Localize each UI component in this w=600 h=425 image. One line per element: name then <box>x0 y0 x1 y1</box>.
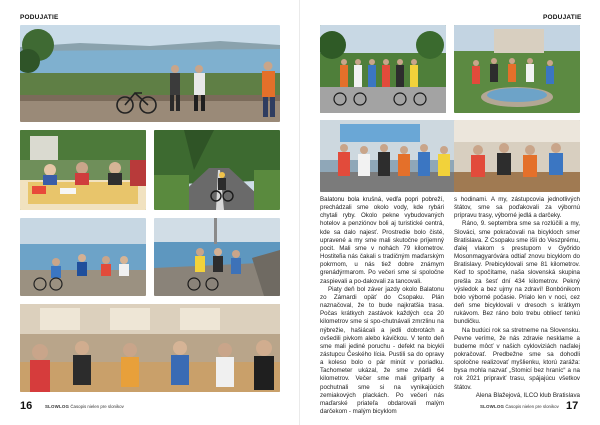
page-number: 17 <box>566 400 579 412</box>
article-paragraph: Na budúci rok sa stretneme na Slovensku. Pevne veríme, že nás zdravie nesklame a budeme môcť v našich cykloviziách naďalej pokračovať. Predbežne sme sa dohodli spoločne realizovať myšlienku, ktorú zaráža: bysa mohla nazvať „Stomicí bez hraníc“ a na rok 2021 pripraviť trasu, spájajúcu všetkov štátov. <box>454 326 580 391</box>
section-label: PODUJATIE <box>543 14 582 21</box>
article-paragraph: Balatonu bola krušná, vedľa popri pobreží, prechádzali sme okolo vody, kde rybári chytali ryby. Okolo pekne vybudovaných hotelov a penziónov boli aj turistické centrá, kde sa dalo najesť. Prostredie bolo čisté, upravené a my sme mali skutočne príjemný pocit. Mali sme v nohách 79 kilometrov. Hostiteľia nás čakali s tradičným maďarským pokrmom, u nás tiež dobre známym grenádýrmarom. Po večeri sme si spoločne zaspievali a po-dakovali za tancovali. <box>320 196 444 285</box>
right-page <box>300 0 600 425</box>
footer-tagline: Časopis nielen pre slonikov <box>70 404 124 409</box>
article-signature: Alena Blažejová, ILCO klub Bratislava <box>475 391 580 399</box>
footer-brand-name: SLOWLOG <box>480 404 505 409</box>
photo-cyclists-promenade <box>154 218 280 296</box>
page-number: 16 <box>20 400 33 412</box>
photo-group-fountain <box>454 25 580 113</box>
article-column-2 <box>454 196 580 400</box>
article-paragraph: s hodinami. A my, zástupcovia jednotlivých štátov, sme sa poďakovali za výbornú prípravu trasy, výborné jedlá a darčeky. <box>454 196 580 220</box>
footer-brand <box>480 404 559 409</box>
photo-cyclists-lake-viewpoint <box>20 25 280 122</box>
footer-tagline: Časopis nielen pre slonikov <box>505 404 559 409</box>
article-column-1 <box>320 196 444 416</box>
photo-group-dinner <box>20 304 280 392</box>
photo-group-at-table <box>20 130 146 210</box>
photo-group-bikes-park <box>320 25 446 113</box>
photo-cyclists-by-lake <box>20 218 146 296</box>
footer-brand-name: SLOWLOG <box>45 404 70 409</box>
photo-indoor-group <box>454 120 580 192</box>
photo-cyclist-on-road <box>154 130 280 210</box>
section-label: PODUJATIE <box>20 14 59 21</box>
article-paragraph: Ráno, 9. septembra sme sa rozlúčili a my, Slováci, sme pokračovali na bicykloch smer Bratislava. Z Csopaku sme išli do Veszprému, ďalej vlakom s prestupom v Győrido Mosonmagyaróvára odtiaľ znovu bicyklom do Bratislavy. Prebicyklovali sme 81 kilometrov. Keď to spočítame, naša slovenská skupina prešla za šesť dní 434 kilometrov. Pekný výsledok a bez ujmy na zdraví! Bonbónikom bolo výborné počasie. Prialo len v noci, cez deň sme bicyklovali v dresoch s krátkym rukávom. Bez ráno bolo trebu obliecť tenkú bundičku. <box>454 220 580 326</box>
article-paragraph: Piaty deň bol záver jazdy okolo Balatonu zo Zámardi opäť do Csopaku. Plán naznačoval, že to bude najkratšia trasa. Počas krátkych zastávok každých cca 20 kilometrov sme si spo-chutnávali zmrzlinu na nýbrežie, hašiácali a jedli dobrotách a ovšedili pivkom alebo kávičkou. V tento deň sme mali jediné poruchu - defekt na bicykli zástupcu Českého lícia. Pustili sa do opravy a koleso bolo o pár minút v poriadku. Tachometer ukázal, že sme zvládli 64 kilometrov. Večer sme mali grilparty a pochutnali sme si na vynikajúcich zemiakových plackách. Po večeri nás maďarské priateľa obdarovali malým darčekom - malým bicyklom <box>320 285 444 416</box>
footer-brand <box>45 404 124 409</box>
